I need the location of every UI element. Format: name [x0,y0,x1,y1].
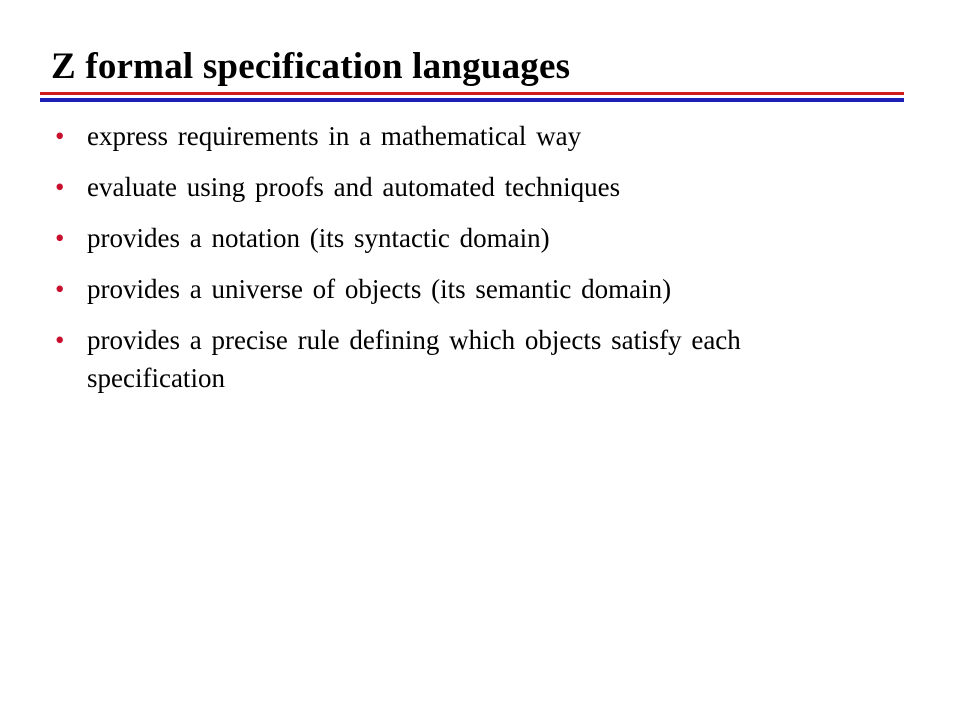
title-underline-blue [40,98,904,102]
bullet-text: express requirements in a mathematical way [87,121,582,151]
bullet-icon: • [55,223,65,253]
bullet-item [55,168,885,206]
bullet-text: provides a notation (its syntactic domain) [87,223,550,253]
bullet-list [55,117,885,410]
bullet-text: provides a precise rule defining which objects satisfy each specification [87,325,741,393]
bullet-icon: • [55,121,65,151]
bullet-icon: • [55,274,65,304]
bullet-text: provides a universe of objects (its semantic domain) [87,274,672,304]
bullet-text: evaluate using proofs and automated techniques [87,172,621,202]
title-underline [40,92,904,106]
bullet-item [55,219,885,257]
bullet-icon: • [55,325,65,355]
bullet-icon: • [55,172,65,202]
bullet-item [55,321,885,397]
bullet-item [55,117,885,155]
bullet-item [55,270,885,308]
slide-title: Z formal specification languages [51,46,571,87]
